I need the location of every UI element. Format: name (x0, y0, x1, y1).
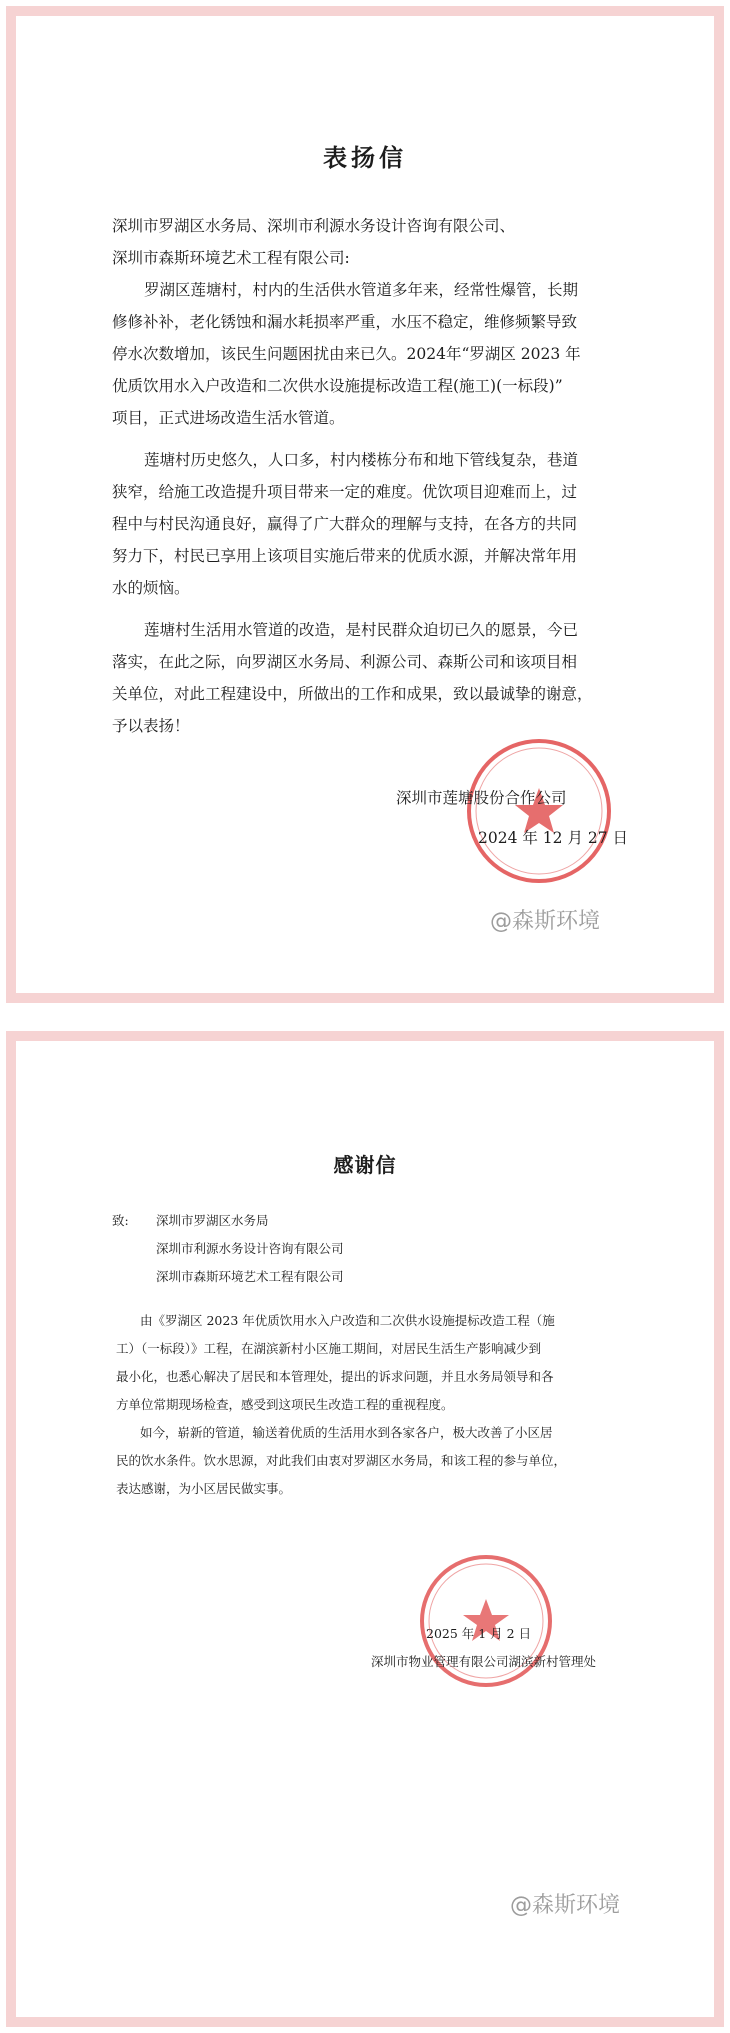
body-line: 表达感谢，为小区居民做实事。 (116, 1481, 292, 1496)
body-line: 关单位，对此工程建设中，所做出的工作和成果，致以最诚挚的谢意， (112, 685, 593, 703)
company-seal-icon (464, 736, 614, 886)
body-line: 予以表扬！ (112, 717, 190, 735)
body-line: 落实，在此之际，向罗湖区水务局、利源公司、森斯公司和该项目相 (112, 653, 578, 671)
signature: 深圳市物业管理有限公司湖滨新村管理处 (371, 1654, 597, 1669)
recipient-prefix: 致: (112, 1213, 129, 1228)
body-line: 程中与村民沟通良好，赢得了广大群众的理解与支持，在各方的共同 (112, 515, 578, 533)
body-line: 方单位常期现场检查，感受到这项民生改造工程的重视程度。 (116, 1397, 454, 1412)
body-line: 罗湖区莲塘村，村内的生活供水管道多年来，经常性爆管，长期 (144, 281, 579, 299)
body-line: 水的烦恼。 (112, 579, 190, 597)
body-line: 民的饮水条件。饮水思源，对此我们由衷对罗湖区水务局，和该工程的参与单位， (116, 1453, 567, 1468)
letter-title: 表扬信 (323, 143, 407, 172)
body-line: 由《罗湖区 2023 年优质饮用水入户改造和二次供水设施提标改造工程（施 (140, 1313, 555, 1328)
recipient-line: 深圳市利源水务设计咨询有限公司 (156, 1241, 344, 1256)
watermark: @森斯环境 (490, 909, 601, 934)
body-line: 修修补补，老化锈蚀和漏水耗损率严重，水压不稳定，维修频繁导致 (112, 313, 578, 331)
recipient-line: 深圳市森斯环境艺术工程有限公司: (112, 249, 350, 267)
body-line: 停水次数增加，该民生问题困扰由来已久。2024年“罗湖区 2023 年 (112, 345, 581, 363)
body-line: 项目，正式进场改造生活水管道。 (112, 409, 345, 427)
body-line: 狭窄，给施工改造提升项目带来一定的难度。优饮项目迎难而上，过 (112, 483, 578, 501)
body-line: 莲塘村生活用水管道的改造，是村民群众迫切已久的愿景，今已 (144, 621, 579, 639)
commendation-letter (6, 6, 724, 1003)
body-line: 莲塘村历史悠久，人口多，村内楼栋分布和地下管线复杂，巷道 (144, 451, 579, 469)
body-line: 工）（一标段）》工程，在湖滨新村小区施工期间，对居民生活生产影响减少到 (116, 1341, 542, 1356)
recipient-line: 深圳市森斯环境艺术工程有限公司 (156, 1269, 344, 1284)
letter-title: 感谢信 (333, 1153, 397, 1177)
company-seal-icon (416, 1551, 556, 1691)
thank-you-letter (6, 1031, 724, 2027)
watermark: @森斯环境 (510, 1893, 621, 1918)
body-line: 努力下，村民已享用上该项目实施后带来的优质水源，并解决常年用 (112, 547, 578, 565)
signature: 深圳市莲塘股份合作公司 (396, 789, 567, 807)
date: 2025 年 1 月 2 日 (426, 1626, 532, 1641)
recipient-line: 深圳市罗湖区水务局、深圳市利源水务设计咨询有限公司、 (112, 217, 516, 235)
body-line: 如今，崭新的管道，输送着优质的生活用水到各家各户，极大改善了小区居 (140, 1425, 553, 1440)
recipient-line: 深圳市罗湖区水务局 (156, 1213, 269, 1228)
body-line: 优质饮用水入户改造和二次供水设施提标改造工程(施工)(一标段)” (112, 377, 563, 395)
body-line: 最小化，也悉心解决了居民和本管理处，提出的诉求问题，并且水务局领导和各 (116, 1369, 554, 1384)
date: 2024 年 12 月 27 日 (478, 829, 629, 847)
